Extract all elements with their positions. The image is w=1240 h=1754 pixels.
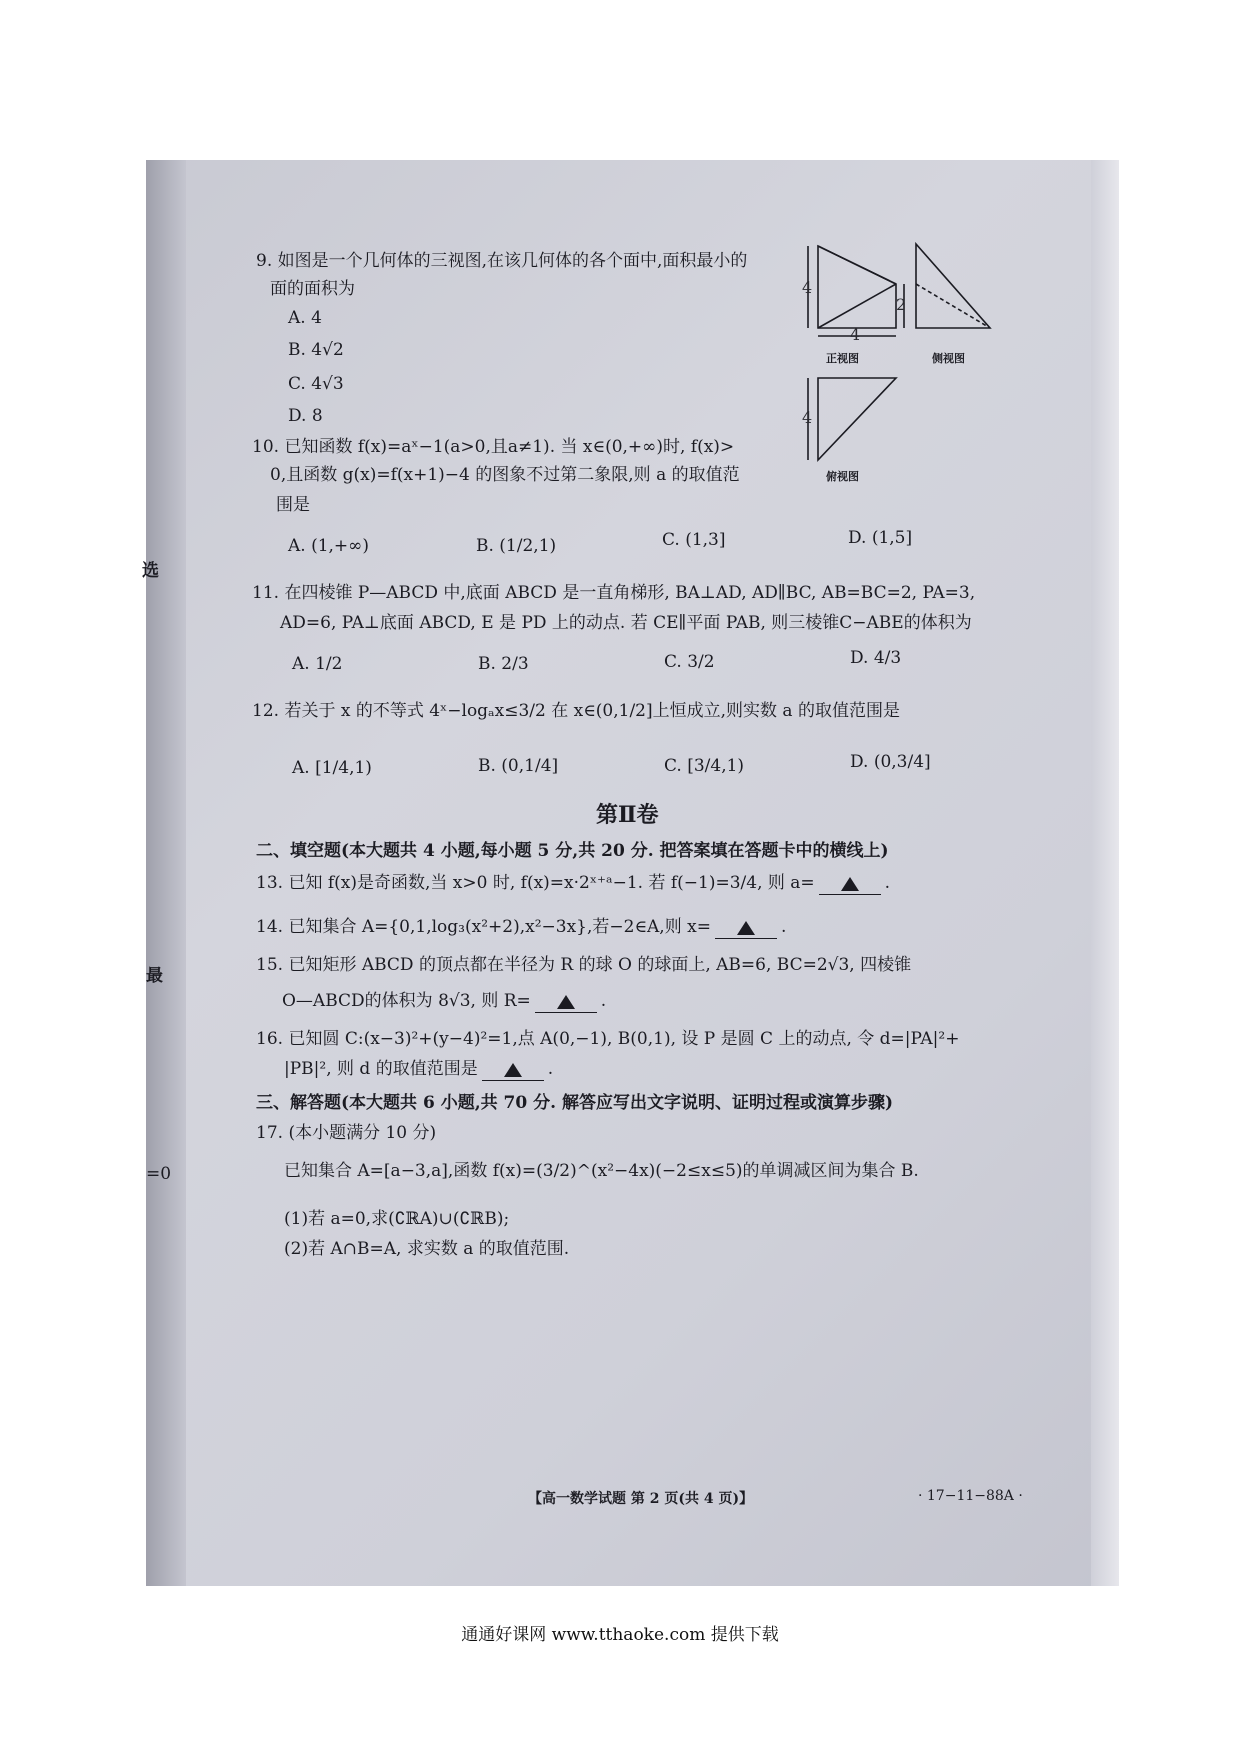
triangle-icon	[557, 995, 575, 1009]
side-view-caption: 侧视图	[932, 352, 965, 365]
top-view-caption: 俯视图	[826, 470, 859, 483]
triangle-icon	[504, 1063, 522, 1077]
section2-heading: 二、填空题(本大题共 4 小题,每小题 5 分,共 20 分. 把答案填在答题卡中的横线上)	[256, 841, 889, 861]
q14-stem: 14. 已知集合 A={0,1,log₃(x²+2),x²−3x},若−2∈A,则 x= .	[256, 917, 787, 937]
q10-option-c: C. (1,3]	[662, 530, 726, 550]
q11-stem-line1: 11. 在四棱锥 P—ABCD 中,底面 ABCD 是一直角梯形, BA⊥AD, AD∥BC, AB=BC=2, PA=3,	[252, 583, 976, 603]
q16-stem-line2: |PB|², 则 d 的取值范围是 .	[284, 1059, 554, 1079]
margin-mark: 选	[142, 561, 159, 581]
q13-stem: 13. 已知 f(x)是奇函数,当 x>0 时, f(x)=x·2ˣ⁺ᵃ−1. 若 f(−1)=3/4, 则 a= .	[256, 873, 891, 893]
q14-text: 14. 已知集合 A={0,1,log₃(x²+2),x²−3x},若−2∈A,则 x=	[256, 917, 711, 937]
page-footer: 【高一数学试题 第 2 页(共 4 页)】	[528, 1491, 754, 1507]
q14-answer-blank[interactable]	[715, 916, 777, 939]
q11-option-b: B. 2/3	[478, 654, 529, 674]
triangle-icon	[737, 921, 755, 935]
q12-option-b: B. (0,1/4]	[478, 756, 559, 776]
page-shadow-left	[146, 160, 186, 1586]
q12-option-a: A. [1/4,1)	[292, 758, 372, 778]
q15-text: O—ABCD的体积为 8√3, 则 R=	[282, 991, 531, 1011]
q12-option-c: C. [3/4,1)	[664, 756, 745, 776]
q12-option-d: D. (0,3/4]	[850, 752, 931, 772]
q11-option-c: C. 3/2	[664, 652, 715, 672]
part2-title: 第Ⅱ卷	[596, 802, 659, 828]
q10-stem-line3: 围是	[276, 495, 310, 515]
q17-sub1: (1)若 a=0,求(∁ℝA)∪(∁ℝB);	[284, 1209, 510, 1229]
q9-stem-line1: 9. 如图是一个几何体的三视图,在该几何体的各个面中,面积最小的	[256, 251, 748, 271]
q11-option-d: D. 4/3	[850, 648, 902, 668]
q13-answer-blank[interactable]	[819, 872, 881, 895]
q15-answer-blank[interactable]	[535, 990, 597, 1013]
q16-stem-line1: 16. 已知圆 C:(x−3)²+(y−4)²=1,点 A(0,−1), B(0,1), 设 P 是圆 C 上的动点, 令 d=|PA|²+	[256, 1029, 960, 1049]
q9-option-b: B. 4√2	[288, 340, 344, 360]
q15-stem-line1: 15. 已知矩形 ABCD 的顶点都在半径为 R 的球 O 的球面上, AB=6, BC=2√3, 四棱锥	[256, 955, 912, 975]
q12-stem: 12. 若关于 x 的不等式 4ˣ−logₐx≤3/2 在 x∈(0,1/2]上恒成立,则实数 a 的取值范围是	[252, 701, 900, 721]
download-credit: 通通好课网 www.tthaoke.com 提供下载	[461, 1625, 779, 1645]
three-view-figure	[800, 238, 1010, 498]
dim-short: 2	[896, 295, 907, 314]
q17-header: 17. (本小题满分 10 分)	[256, 1123, 437, 1143]
q17-stem: 已知集合 A=[a−3,a],函数 f(x)=(3/2)^(x²−4x)(−2≤x≤5)的单调减区间为集合 B.	[284, 1161, 919, 1181]
margin-mark: =0	[146, 1164, 172, 1184]
q9-option-a: A. 4	[288, 308, 322, 328]
dim-height: 4	[802, 278, 813, 297]
q11-option-a: A. 1/2	[292, 654, 343, 674]
q10-stem-line1: 10. 已知函数 f(x)=aˣ−1(a>0,且a≠1). 当 x∈(0,+∞)时, f(x)>	[252, 437, 735, 457]
q17-sub2: (2)若 A∩B=A, 求实数 a 的取值范围.	[284, 1239, 570, 1259]
front-view-outline	[818, 246, 896, 328]
q10-option-d: D. (1,5]	[848, 528, 913, 548]
q15-stem-line2: O—ABCD的体积为 8√3, 则 R= .	[282, 991, 607, 1011]
dim-top: 4	[802, 408, 813, 427]
dim-width: 4	[850, 325, 861, 344]
q13-text: 13. 已知 f(x)是奇函数,当 x>0 时, f(x)=x·2ˣ⁺ᵃ−1. 若 f(−1)=3/4, 则 a=	[256, 873, 815, 893]
page-shadow-right	[1091, 160, 1119, 1586]
q11-stem-line2: AD=6, PA⊥底面 ABCD, E 是 PD 上的动点. 若 CE∥平面 PAB, 则三棱锥C−ABE的体积为	[280, 613, 972, 633]
q9-stem-line2: 面的面积为	[270, 279, 355, 299]
q9-option-d: D. 8	[288, 406, 323, 426]
q16-text: |PB|², 则 d 的取值范围是	[284, 1059, 478, 1079]
q10-stem-line2: 0,且函数 g(x)=f(x+1)−4 的图象不过第二象限,则 a 的取值范	[270, 465, 740, 485]
q10-option-a: A. (1,+∞)	[288, 536, 369, 556]
margin-mark: 最	[146, 966, 163, 986]
exam-code: · 17−11−88A ·	[918, 1488, 1023, 1504]
q9-option-c: C. 4√3	[288, 374, 344, 394]
q16-answer-blank[interactable]	[482, 1058, 544, 1081]
front-view-caption: 正视图	[826, 352, 859, 365]
q10-option-b: B. (1/2,1)	[476, 536, 557, 556]
section3-heading: 三、解答题(本大题共 6 小题,共 70 分. 解答应写出文字说明、证明过程或演算步骤)	[256, 1093, 894, 1113]
triangle-icon	[841, 877, 859, 891]
